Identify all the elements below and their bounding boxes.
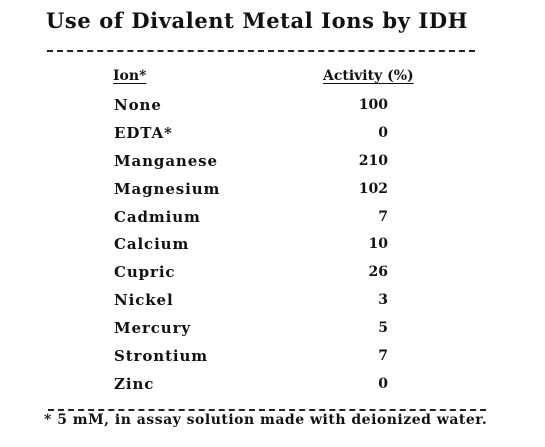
column-header-ion: Ion*: [113, 68, 147, 84]
activity-value: 102: [358, 180, 388, 197]
activity-value: 7: [378, 208, 388, 225]
table-row: [0, 319, 545, 347]
activity-value: 10: [368, 236, 388, 253]
activity-value: 5: [378, 320, 388, 337]
table-body: [0, 96, 545, 403]
table-row: [0, 347, 545, 375]
column-header-activity: Activity (%): [323, 68, 414, 84]
ion-name: Manganese: [114, 151, 218, 170]
activity-value: 100: [358, 97, 388, 113]
bottom-dashed-divider: [48, 409, 486, 411]
table-row: [0, 124, 545, 152]
table-row: [0, 291, 545, 319]
ion-name: Nickel: [114, 291, 174, 310]
table-row: [0, 235, 545, 263]
ion-name: Mercury: [114, 319, 192, 338]
top-dashed-divider: [47, 50, 475, 52]
ion-name: Cupric: [114, 263, 176, 282]
activity-value: 0: [378, 124, 388, 141]
table-row: [0, 208, 545, 236]
activity-value: 210: [358, 152, 388, 169]
ion-name: Magnesium: [114, 179, 221, 198]
ion-name: None: [114, 96, 162, 114]
table-row: [0, 375, 545, 403]
table-row: [0, 180, 545, 208]
ion-name: Calcium: [114, 235, 190, 254]
ion-name: Strontium: [114, 347, 209, 366]
ion-name: EDTA*: [114, 123, 173, 142]
page-title: Use of Divalent Metal Ions by IDH: [46, 8, 469, 33]
activity-value: 26: [368, 264, 388, 281]
ion-name: Zinc: [114, 374, 155, 393]
table-row: [0, 152, 545, 180]
table-row: [0, 263, 545, 291]
activity-value: 0: [378, 375, 388, 392]
activity-value: 3: [378, 292, 388, 309]
table-row: [0, 96, 545, 124]
footnote: * 5 mM, in assay solution made with deionized water.: [44, 412, 488, 428]
ion-name: Cadmium: [114, 207, 201, 226]
activity-value: 7: [378, 348, 388, 365]
